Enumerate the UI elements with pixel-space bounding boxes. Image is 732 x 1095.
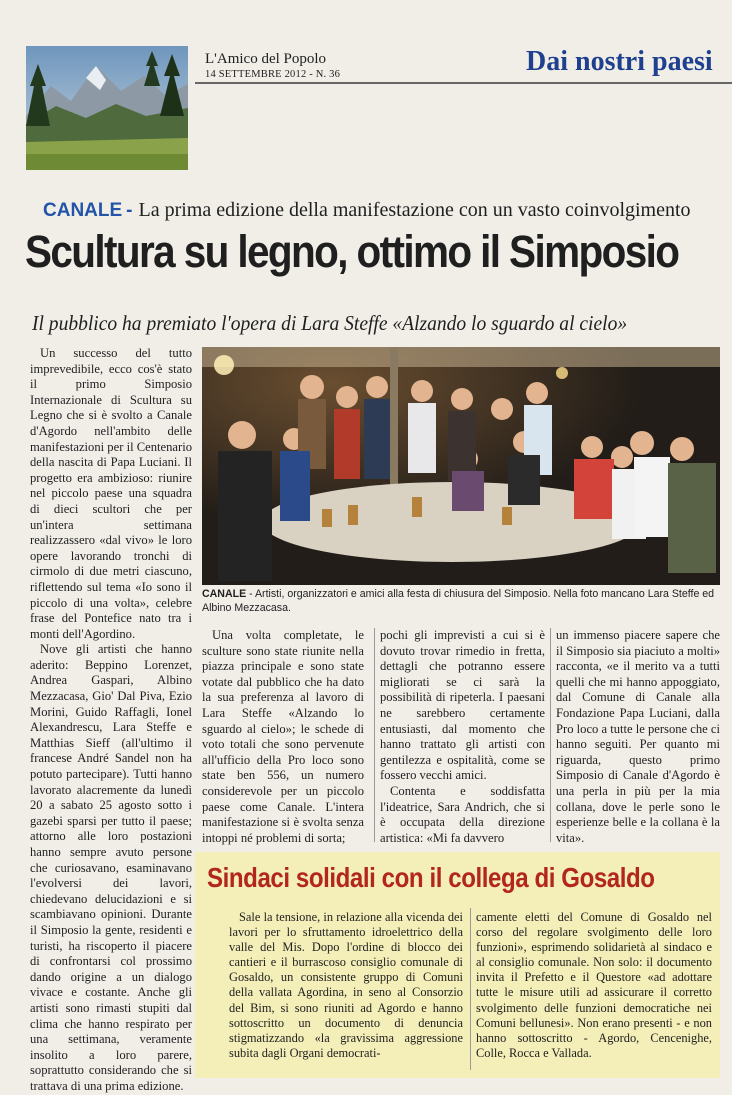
article-column-1: [30, 346, 192, 1095]
article-column-2: [202, 628, 364, 846]
kicker-text: La prima edizione della manifestazione con un vasto coinvolgimento: [138, 199, 691, 221]
article-paragraph: Una volta completate, le sculture sono state riunite nella piazza principale e sono state votate dal pubblico che ha dato la sua preferenza al lavoro di Lara Steffe «Alzando lo sguardo al cielo»; le schede di voto totali che sono pervenute all'ufficio della Pro loco sono state ben 556, un numero considerevole per un piccolo paese come Canale. L'intera manifestazione si è svolta senza intoppi né problemi di sorta;: [202, 628, 364, 845]
issue-date: 14 SETTEMBRE 2012 - N. 36: [205, 69, 341, 80]
article-column-4: [556, 628, 720, 846]
masthead-landscape-photo: [26, 46, 188, 170]
photo-caption: [202, 588, 720, 615]
article-kicker: [43, 199, 691, 222]
column-divider: [470, 908, 471, 1070]
caption-place: CANALE: [202, 588, 247, 600]
article-headline: Scultura su legno, ottimo il Simposio: [25, 226, 679, 277]
header-rule: [195, 82, 732, 84]
box-column-1: [229, 910, 463, 1061]
group-photo: [202, 347, 720, 585]
column-divider: [550, 628, 551, 842]
section-title: Dai nostri paesi: [526, 46, 713, 77]
article-subhead: Il pubblico ha premiato l'opera di Lara Steffe «Alzando lo sguardo al cielo»: [32, 311, 628, 335]
article-paragraph: Nove gli artisti che hanno aderito: Beppino Lorenzet, Andrea Gaspari, Albino Mezzacasa, Gio' Dal Piva, Ezio Morini, Guido Raffagli, Ionel Alexandrescu, Lara Steffe e Matthias Sieff (all'ultimo il francese André Sandel non ha potuto partecipare). Tutti hanno lavorato alacremente da lunedì 20 a sabato 25 agosto sotto i gazebi sparsi per tutto il paese; attorno alle loro postazioni hanno sempre avuto persone che curiosavano, esaminavano l'evolversi dei lavori, chiedevano delucidazioni e si scambiavano opinioni. Durante il Simposio la gente, residenti e turisti, ha riscoperto il piacere di confrontarsi col prossimo dando origine a un dialogo vivace e costante. Anche gli artisti sono rimasti stupiti dal clima che hanno respirato per una settimana, veramente insolito a loro parere, soprattutto considerando che si trattava di una prima edizione.: [30, 642, 192, 1093]
kicker-place: CANALE: [43, 200, 123, 221]
kicker-dash: -: [126, 200, 133, 221]
box-title: Sindaci solidali con il collega di Gosaldo: [207, 862, 655, 893]
newspaper-name: L'Amico del Popolo: [205, 51, 327, 67]
column-divider: [374, 628, 375, 842]
article-paragraph: Contenta e soddisfatta l'ideatrice, Sara Andrich, che si è occupata della direzione artistica: «Mi fa davvero: [380, 783, 545, 845]
masthead: [205, 50, 340, 82]
box-column-2: [476, 910, 712, 1061]
caption-text: - Artisti, organizzatori e amici alla festa di chiusura del Simposio. Nella foto mancano Lara Steffe ed Albino Mezzacasa.: [202, 588, 715, 614]
box-paragraph: Sale la tensione, in relazione alla vicenda dei lavori per lo sfruttamento idroelettrico della valle del Mis. Dopo l'ordine di blocco dei cantieri e il burrascoso consiglio comunale di Gosaldo, un consistente gruppo di Comuni della vallata Agordina, in seno al Consorzio del Bim, si sono riuniti ad Agordo e hanno sottoscritto un documento di denuncia stigmatizzando «la gravissima aggressione subita dagli Organi democrati-: [229, 910, 463, 1060]
article-paragraph: un immenso piacere sapere che il Simposio sia piaciuto a molti» racconta, «e il merito va a tutti quelli che mi hanno appoggiato, dal Comune di Canale alla Fondazione Papa Luciani, dalla Pro loco a tutte le persone che ci hanno seguiti. Per quanto mi riguarda, questo primo Simposio di Canale d'Agordo è una perla in più per la mia collana, dove le perle sono le esperienze belle e la collana è la vita».: [556, 628, 721, 845]
article-paragraph: Un successo del tutto imprevedibile, ecco cos'è stato il primo Simposio Internazionale di Scultura su Legno che si è svolto a Canale d'Agordo nell'ambito delle manifestazioni per il Centenario della nascita di Papa Luciani. Il progetto era ambizioso: riunire nel piccolo paese una squadra di dieci scultori che per un'intera settimana realizzassero «dal vivo» le loro opere lavorando tronchi di cirmolo di due metri ciascuno, riflettendo sul tema «Io sono il piccolo di una volta», celebre frase del Pontefice nato tra i monti dell'Agordino.: [30, 346, 192, 641]
article-paragraph: pochi gli imprevisti a cui si è dovuto trovar rimedio in fretta, dettagli che potranno essere migliorati se ci sarà la possibilità di ripeterla. I paesani ne sarebbero certamente entusiasti, dal momento che hanno trattato gli artisti con gentilezza e ospitalità, come se fossero vecchi amici.: [380, 628, 545, 783]
box-paragraph: camente eletti del Comune di Gosaldo nel corso del regolare svolgimento delle loro funzioni», esprimendo solidarietà al sindaco e al consiglio comunale. Non solo: il documento invita il Prefetto e il Questore «ad adottare tutte le misure utili ad assicurare il corretto svolgimento delle funzioni democratiche nei Comuni bellunesi». Non erano presenti - e non hanno sottoscritto - Agordo, Cencenighe, Colle, Rocca e Vallada.: [476, 910, 712, 1060]
article-column-3: [380, 628, 545, 846]
